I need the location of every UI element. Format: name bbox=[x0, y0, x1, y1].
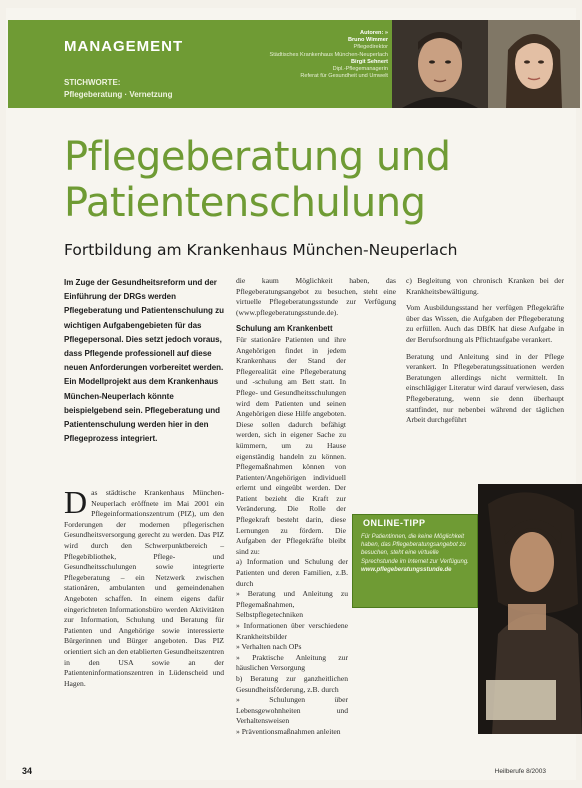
author-name-1: Bruno Wimmer bbox=[347, 37, 388, 44]
author-role-2b: Referat für Gesundheit und Umwelt bbox=[300, 73, 388, 80]
title-line-2: Patientenschulung bbox=[64, 180, 426, 226]
task-list-item: » Beratung und Anleitung zu Pflegemaßnahmen, Selbstpflegetechniken bbox=[236, 589, 348, 620]
keywords: Pflegeberatung · Vernetzung bbox=[64, 90, 173, 99]
task-list-item: b) Beratung zur ganzheitlichen Gesundheitsförderung, z.B. durch bbox=[236, 673, 348, 694]
title-line-1: Pflegeberatung und bbox=[64, 134, 451, 180]
author-role-1a: Pflegedirektor bbox=[353, 44, 388, 51]
online-tip-title: ONLINE-TIPP bbox=[363, 518, 426, 528]
online-tip-box bbox=[352, 514, 478, 608]
author-role-2a: Dipl.-Pflegemanagerin bbox=[332, 66, 388, 73]
authors-label: Autoren: » bbox=[360, 30, 388, 36]
author-name-2: Birgit Sehnert bbox=[351, 58, 388, 65]
author-photo-2 bbox=[488, 20, 580, 108]
task-list-item: » Präventionsmaßnahmen anleiten bbox=[236, 726, 341, 736]
task-list-item: a) Information und Schulung der Patienten und deren Familien, z.B. durch bbox=[236, 557, 348, 588]
column-3-paragraph-3: Beratung und Anleitung sind in der Pflege verankert. In Pflegeberatungssituationen werden Beratungen allerdings nicht vermittelt. In einschlägiger Literatur wird darauf verwiesen, dass Pflegeberatung, wenn sie denn überhaupt stattfindet, nur nebenbei während der täglichen Arbeit durchgeführt bbox=[406, 351, 564, 425]
author-credits bbox=[248, 30, 388, 80]
magazine-page bbox=[6, 8, 576, 780]
column-2-paragraph-1: die kaum Möglichkeit haben, das Pflegeberatungsangebot zu besuchen, steht eine virtuelle Pflegeberatungsstunde zur Verfügung (www.pflegeberatungsstunde.de). bbox=[236, 276, 396, 317]
section-header-band bbox=[8, 20, 392, 108]
body-column-1 bbox=[64, 484, 224, 689]
body-column-2 bbox=[236, 276, 396, 738]
author-photo-1 bbox=[392, 20, 488, 108]
online-tip-body: Für Patientinnen, die keine Möglichkeit haben, das Pflegeberatungsangebot zu besuchen, steht eine virtuelle Sprechstunde im Internet zur Verfügung. bbox=[361, 534, 469, 565]
article-intro: Im Zuge der Gesundheitsreform und der Einführung der DRGs werden Pflegeberatung und Patientenschulung zu wichtigen Aufgabengebieten für das Pflegepersonal. Dies setzt jedoch voraus, dass Pflegende professionell auf diese neuen Anforderungen vorbereitet werden. Ein Modellprojekt aus dem Krankenhaus München-Neuperlach könnte beispielgebend sein. Pflegeberatung und Patientenschulung werden hier in den Pflegeprozess integriert. bbox=[64, 278, 225, 444]
task-list-item: » Praktische Anleitung zur häuslichen Versorgung bbox=[236, 652, 348, 673]
subheading-schulung: Schulung am Krankenbett bbox=[236, 324, 333, 334]
keywords-label: STICHWORTE: bbox=[64, 78, 121, 87]
task-list-item: » Informationen über verschiedene Krankheitsbilder bbox=[236, 621, 348, 641]
column-2-paragraph-2: Für stationäre Patienten und ihre Angehörigen findet in jedem Krankenhaus der Stand der Pflegerealität eine Pflegeberatung und -schulung am Bett statt. In Pflege- und Gesundheitsschulungen wird dem Patienten und seinen Angehörigen diese Hilfe angeboten. Diese sollen dadurch befähigt werden, sich in eigener Sache zu kümmern, um zu Hause eigenständig handeln zu können. Pflegemaßnahmen können von Patienten/Angehörigen individuell erlernt und eingeübt werden. Der Patient bezieht die Kraft zur Veränderung. Die Rolle der Pflegekraft besteht darin, diese Lernungen zu fördern. Die Aufgaben der Pflegekräfte bleibt sind zu: bbox=[236, 334, 346, 556]
task-list-item: » Schulungen über Lebensgewohnheiten und Verhaltensweisen bbox=[236, 695, 348, 726]
body-column-3 bbox=[406, 276, 564, 426]
article-subtitle: Fortbildung am Krankenhaus München-Neuperlach bbox=[64, 241, 458, 259]
page-number: 34 bbox=[22, 766, 33, 776]
photo-woman-reading bbox=[478, 484, 582, 734]
magazine-issue: Heilberufe 8/2003 bbox=[494, 768, 546, 775]
task-list-item: » Verhalten nach OPs bbox=[236, 642, 302, 652]
dropcap: D bbox=[64, 484, 88, 520]
column-1-text: as städtische Krankenhaus München-Neuperlach eröffnete im Mai 2001 ein Pflegeinformationszentrum (PIZ), um den Forderungen der modernen pflegerischen Gesundheitsversorgung gerecht zu werden. Das PIZ wird durch den Schwerpunktbereich – Pflegebibliothek, Pflege- und Gesundheitsschulungen sowie integrierte Pflegeberatung – ein Netzwerk zwischen stationären, ambulanten und gemeindenahen Angeboten schaffen. In einem eigens dafür eingerichteten Informationsbüro werden Aktivitäten zur Information, Schulung und Beratung für Patienten und Angehörige sowie interessierte Bürgerinnen und Bürger angeboten. Das PIZ orientiert sich an den etablierten Gesundheitszentren in den USA sowie an der Patienteninformationszentren in Lüdenscheid und Hagen. bbox=[64, 488, 224, 688]
online-tip-text bbox=[361, 533, 473, 574]
online-tip-link[interactable]: www.pflegeberatungsstunde.de bbox=[361, 566, 452, 573]
article-title bbox=[64, 134, 564, 226]
author-role-1b: Städtisches Krankenhaus München-Neuperlach bbox=[269, 51, 388, 58]
column-3-paragraph-2: Vom Ausbildungsstand her verfügen Pflegekräfte über das Wissen, die Aufgaben der Pflegeberatung zu erfüllen. Auch das DBfK hat diese Aufgabe in der Berufsordnung als Pflichtaufgabe verankert. bbox=[406, 303, 564, 344]
section-label: MANAGEMENT bbox=[64, 38, 184, 55]
column-3-paragraph-1: c) Begleitung von chronisch Kranken bei der Krankheitsbewältigung. bbox=[406, 276, 564, 296]
